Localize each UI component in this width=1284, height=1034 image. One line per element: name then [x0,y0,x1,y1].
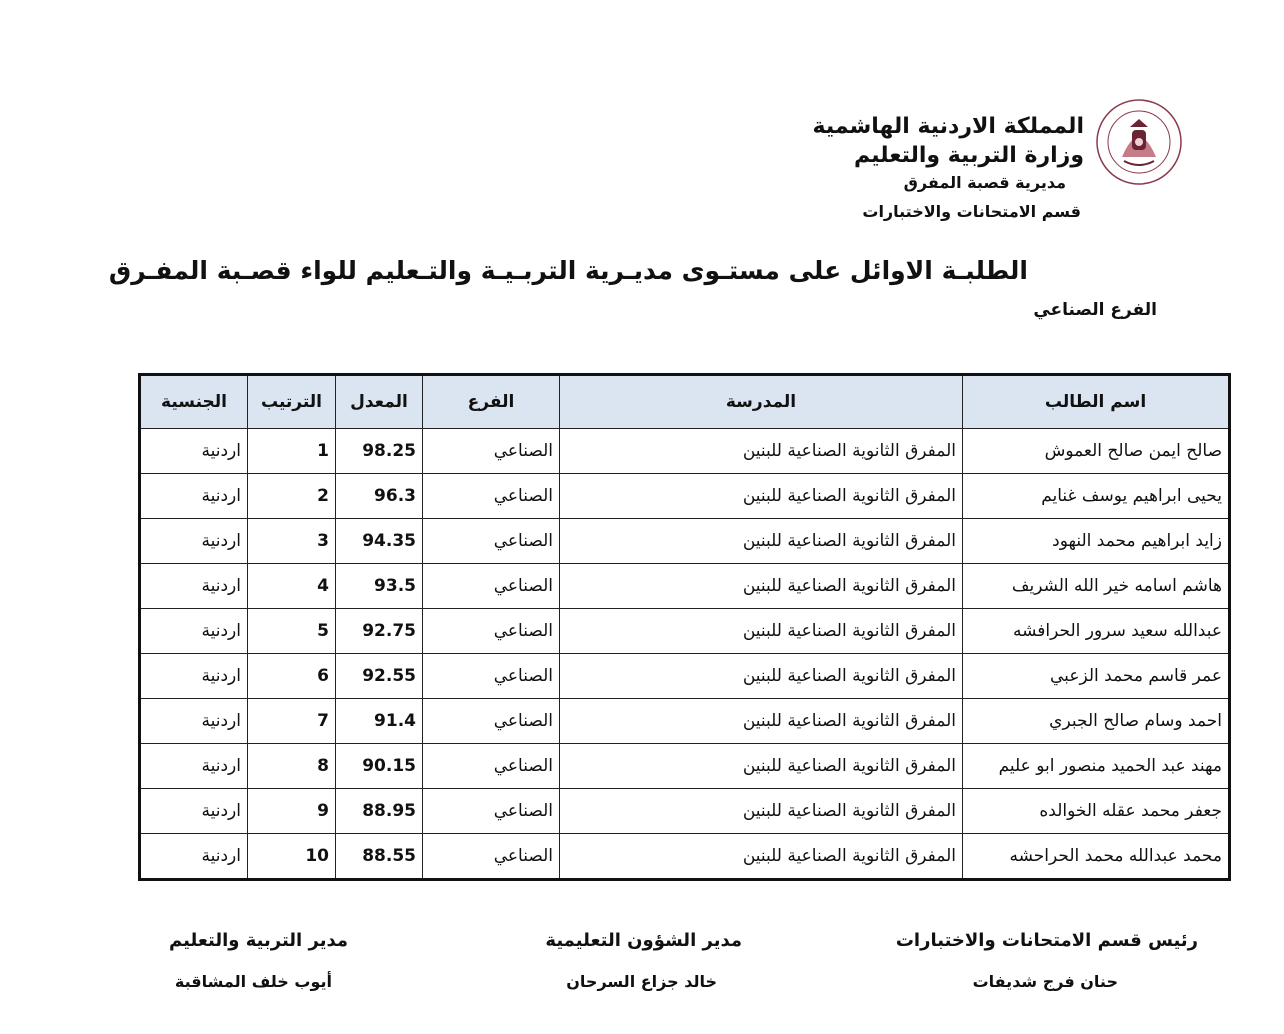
cell-school: المفرق الثانوية الصناعية للبنين [560,473,963,518]
cell-rank: 4 [248,563,336,608]
cell-rank: 8 [248,743,336,788]
cell-branch: الصناعي [423,698,560,743]
cell-branch: الصناعي [423,473,560,518]
directorate-name: مديرية قصبة المفرق [903,173,1066,192]
cell-branch: الصناعي [423,518,560,563]
results-table [138,373,1231,881]
cell-average: 93.5 [336,563,423,608]
cell-branch: الصناعي [423,563,560,608]
cell-rank: 9 [248,788,336,833]
col-header-school: المدرسة [560,375,963,429]
table-row [140,743,1230,788]
cell-name: عمر قاسم محمد الزعبي [963,653,1230,698]
cell-name: صالح ايمن صالح العموش [963,429,1230,474]
cell-branch: الصناعي [423,429,560,474]
signature-title-exams-head: رئيس قسم الامتحانات والاختبارات [895,930,1198,951]
cell-average: 98.25 [336,429,423,474]
cell-average: 94.35 [336,518,423,563]
branch-heading: الفرع الصناعي [1033,300,1157,320]
cell-nationality: اردنية [140,743,248,788]
signature-title-educational-affairs: مدير الشؤون التعليمية [545,930,742,951]
table-row [140,788,1230,833]
cell-nationality: اردنية [140,563,248,608]
crest-icon [1094,97,1184,187]
cell-branch: الصناعي [423,833,560,879]
signature-title-director: مدير التربية والتعليم [169,930,348,951]
cell-nationality: اردنية [140,833,248,879]
cell-nationality: اردنية [140,698,248,743]
cell-school: المفرق الثانوية الصناعية للبنين [560,653,963,698]
cell-school: المفرق الثانوية الصناعية للبنين [560,429,963,474]
cell-average: 88.95 [336,788,423,833]
table-row [140,608,1230,653]
cell-nationality: اردنية [140,518,248,563]
col-header-branch: الفرع [423,375,560,429]
cell-average: 88.55 [336,833,423,879]
cell-branch: الصناعي [423,788,560,833]
document-title: الطلبـة الاوائل على مستـوى مديـرية التربـيـة والتـعليم للواء قصـبة المفـرق [108,256,1028,285]
cell-rank: 7 [248,698,336,743]
table-row [140,833,1230,879]
signature-name-educational-affairs: خالد جزاع السرحان [566,972,717,991]
cell-nationality: اردنية [140,608,248,653]
cell-average: 96.3 [336,473,423,518]
cell-average: 92.55 [336,653,423,698]
cell-school: المفرق الثانوية الصناعية للبنين [560,518,963,563]
cell-nationality: اردنية [140,429,248,474]
cell-rank: 2 [248,473,336,518]
cell-name: يحيى ابراهيم يوسف غنايم [963,473,1230,518]
cell-rank: 6 [248,653,336,698]
cell-average: 91.4 [336,698,423,743]
cell-school: المفرق الثانوية الصناعية للبنين [560,608,963,653]
table-header-row [140,375,1230,429]
col-header-rank: الترتيب [248,375,336,429]
cell-average: 90.15 [336,743,423,788]
col-header-nationality: الجنسية [140,375,248,429]
cell-branch: الصناعي [423,608,560,653]
cell-rank: 10 [248,833,336,879]
cell-school: المفرق الثانوية الصناعية للبنين [560,788,963,833]
cell-rank: 5 [248,608,336,653]
table-row [140,473,1230,518]
col-header-name: اسم الطالب [963,375,1230,429]
cell-branch: الصناعي [423,653,560,698]
cell-name: هاشم اسامه خير الله الشريف [963,563,1230,608]
cell-school: المفرق الثانوية الصناعية للبنين [560,833,963,879]
cell-rank: 1 [248,429,336,474]
table-row [140,563,1230,608]
signature-name-exams-head: حنان فرج شديفات [972,972,1118,991]
cell-nationality: اردنية [140,653,248,698]
cell-name: عبدالله سعيد سرور الحرافشه [963,608,1230,653]
kingdom-name: المملكة الاردنية الهاشمية [812,114,1084,139]
signature-name-director: أيوب خلف المشاقبة [174,972,332,991]
cell-average: 92.75 [336,608,423,653]
ministry-seal [1094,97,1184,187]
department-name: قسم الامتحانات والاختبارات [862,202,1081,221]
cell-school: المفرق الثانوية الصناعية للبنين [560,698,963,743]
cell-name: مهند عبد الحميد منصور ابو عليم [963,743,1230,788]
ministry-name: وزارة التربية والتعليم [854,143,1084,168]
table-row [140,429,1230,474]
cell-nationality: اردنية [140,788,248,833]
cell-name: محمد عبدالله محمد الحراحشه [963,833,1230,879]
cell-branch: الصناعي [423,743,560,788]
cell-nationality: اردنية [140,473,248,518]
table-row [140,518,1230,563]
table-row [140,653,1230,698]
cell-school: المفرق الثانوية الصناعية للبنين [560,743,963,788]
cell-name: احمد وسام صالح الجبري [963,698,1230,743]
col-header-average: المعدل [336,375,423,429]
cell-name: زايد ابراهيم محمد النهود [963,518,1230,563]
cell-name: جعفر محمد عقله الخوالده [963,788,1230,833]
table-row [140,698,1230,743]
cell-school: المفرق الثانوية الصناعية للبنين [560,563,963,608]
cell-rank: 3 [248,518,336,563]
